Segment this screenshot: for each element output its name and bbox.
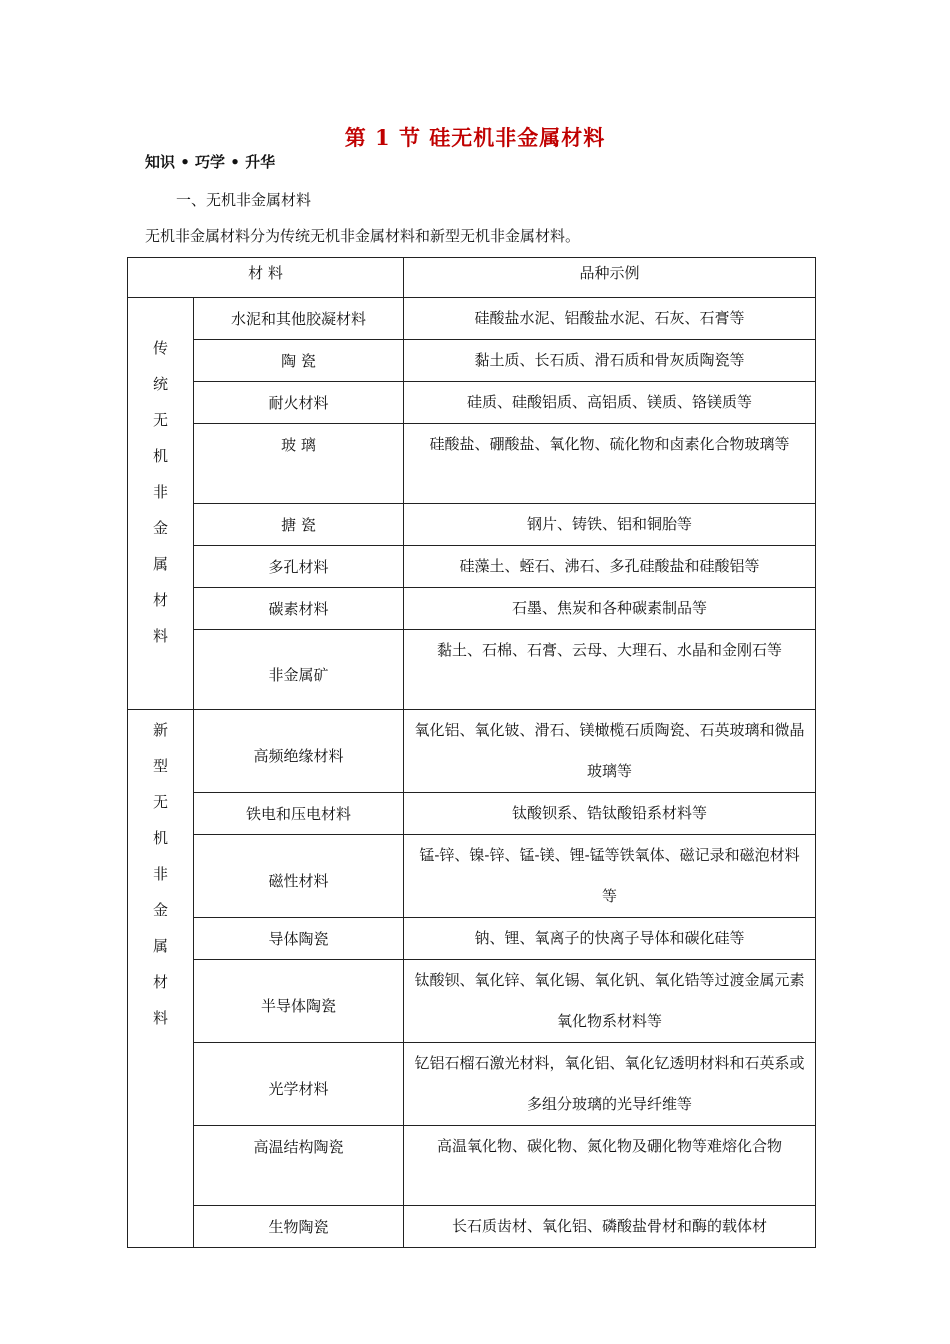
example-cell: 钇铝石榴石激光材料，氧化铝、氧化钇透明材料和石英系或多组分玻璃的光导纤维等 — [404, 1043, 816, 1126]
category-char: 料 — [152, 1009, 168, 1027]
material-cell: 高温结构陶瓷 — [194, 1126, 404, 1206]
category-char: 新 — [152, 721, 168, 739]
material-cell: 陶 瓷 — [194, 340, 404, 382]
material-cell: 玻 璃 — [194, 424, 404, 504]
table-row — [128, 630, 816, 710]
category-char: 金 — [152, 901, 168, 919]
table-header-row — [128, 258, 816, 298]
example-cell: 硅酸盐水泥、铝酸盐水泥、石灰、石膏等 — [404, 298, 816, 340]
table-row — [128, 298, 816, 340]
category-char: 金 — [152, 519, 168, 537]
table-row — [128, 960, 816, 1043]
material-cell: 碳素材料 — [194, 588, 404, 630]
material-cell: 非金属矿 — [194, 630, 404, 710]
example-cell: 硅藻土、蛭石、沸石、多孔硅酸盐和硅酸铝等 — [404, 546, 816, 588]
table-row — [128, 1043, 816, 1126]
materials-table — [127, 257, 816, 1248]
category-new — [128, 710, 194, 1248]
example-cell: 钢片、铸铁、铝和铜胎等 — [404, 504, 816, 546]
example-cell: 钛酸钡、氧化锌、氧化锡、氧化钒、氧化锆等过渡金属元素氧化物系材料等 — [404, 960, 816, 1043]
material-cell: 搪 瓷 — [194, 504, 404, 546]
example-cell: 黏土质、长石质、滑石质和骨灰质陶瓷等 — [404, 340, 816, 382]
material-cell: 水泥和其他胶凝材料 — [194, 298, 404, 340]
material-cell: 高频绝缘材料 — [194, 710, 404, 793]
category-char: 机 — [152, 447, 168, 465]
category-char: 无 — [152, 793, 168, 811]
material-cell: 磁性材料 — [194, 835, 404, 918]
material-cell: 光学材料 — [194, 1043, 404, 1126]
table-row — [128, 546, 816, 588]
section-heading: 一、无机非金属材料 — [176, 191, 312, 209]
table-row — [128, 835, 816, 918]
example-cell: 长石质齿材、氧化铝、磷酸盐骨材和酶的载体材 — [404, 1206, 816, 1248]
material-cell: 铁电和压电材料 — [194, 793, 404, 835]
category-char: 统 — [152, 375, 168, 393]
category-char: 材 — [152, 591, 168, 609]
category-char: 属 — [152, 937, 168, 955]
category-char: 无 — [152, 411, 168, 429]
example-cell: 高温氧化物、碳化物、氮化物及硼化物等难熔化合物 — [404, 1126, 816, 1206]
table-row — [128, 1206, 816, 1248]
category-char: 非 — [152, 865, 168, 883]
material-cell: 导体陶瓷 — [194, 918, 404, 960]
table-row — [128, 588, 816, 630]
example-cell: 黏土、石棉、石膏、云母、大理石、水晶和金刚石等 — [404, 630, 816, 710]
table-row — [128, 1126, 816, 1206]
category-char: 料 — [152, 627, 168, 645]
material-cell: 耐火材料 — [194, 382, 404, 424]
category-char: 材 — [152, 973, 168, 991]
header-material: 材 料 — [128, 258, 404, 298]
table-row — [128, 504, 816, 546]
category-char: 非 — [152, 483, 168, 501]
header-examples: 品种示例 — [404, 258, 816, 298]
category-char: 传 — [152, 339, 168, 357]
page-title: 第 1 节 硅无机非金属材料 — [344, 125, 606, 150]
example-cell: 钛酸钡系、锆钛酸铅系材料等 — [404, 793, 816, 835]
category-char: 型 — [152, 757, 168, 775]
table-row — [128, 918, 816, 960]
example-cell: 硅质、硅酸铝质、高铝质、镁质、铬镁质等 — [404, 382, 816, 424]
example-cell: 石墨、焦炭和各种碳素制品等 — [404, 588, 816, 630]
table-row — [128, 793, 816, 835]
category-traditional — [128, 298, 194, 710]
intro-paragraph: 无机非金属材料分为传统无机非金属材料和新型无机非金属材料。 — [145, 227, 581, 245]
example-cell: 锰-锌、镍-锌、锰-镁、锂-锰等铁氧体、磁记录和磁泡材料等 — [404, 835, 816, 918]
material-cell: 半导体陶瓷 — [194, 960, 404, 1043]
material-cell: 多孔材料 — [194, 546, 404, 588]
category-char: 机 — [152, 829, 168, 847]
material-cell: 生物陶瓷 — [194, 1206, 404, 1248]
table-row — [128, 340, 816, 382]
example-cell: 钠、锂、氧离子的快离子导体和碳化硅等 — [404, 918, 816, 960]
table-row — [128, 424, 816, 504]
table-row — [128, 382, 816, 424]
subhead: 知识 • 巧学 • 升华 — [145, 153, 276, 171]
category-char: 属 — [152, 555, 168, 573]
example-cell: 氧化铝、氧化铍、滑石、镁橄榄石质陶瓷、石英玻璃和微晶玻璃等 — [404, 710, 816, 793]
table-row — [128, 710, 816, 793]
example-cell: 硅酸盐、硼酸盐、氧化物、硫化物和卤素化合物玻璃等 — [404, 424, 816, 504]
